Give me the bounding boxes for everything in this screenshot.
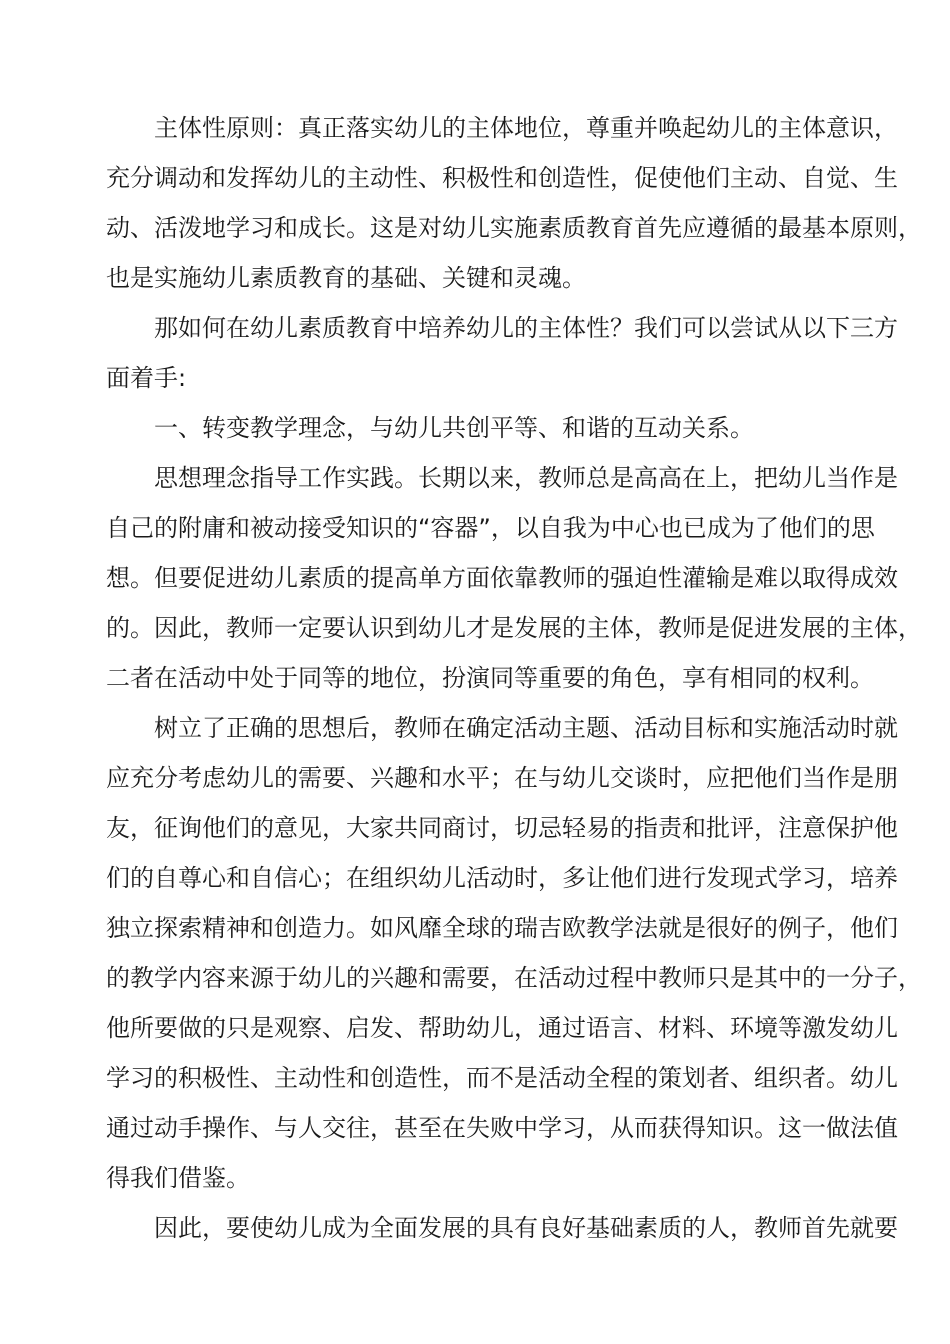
paragraph-5-line-1: 因此，要使幼儿成为全面发展的具有良好基础素质的人，教师首先就要 [154,1214,898,1242]
paragraph-3-line-1: 思想理念指导工作实践。长期以来，教师总是高高在上，把幼儿当作是 [154,464,898,492]
paragraph-3-line-3: 想。但要促进幼儿素质的提高单方面依靠教师的强迫性灌输是难以取得成效 [106,564,898,592]
paragraph-4-line-2: 应充分考虑幼儿的需要、兴趣和水平；在与幼儿交谈时，应把他们当作是朋 [106,764,898,792]
paragraph-4-line-10: 得我们借鉴。 [106,1164,250,1192]
paragraph-1-line-1: 主体性原则：真正落实幼儿的主体地位，尊重并唤起幼儿的主体意识， [154,114,898,142]
paragraph-4-line-7: 他所要做的只是观察、启发、帮助幼儿，通过语言、材料、环境等激发幼儿 [106,1014,898,1042]
paragraph-1-line-4: 也是实施幼儿素质教育的基础、关键和灵魂。 [106,264,586,292]
paragraph-4-line-4: 们的自尊心和自信心；在组织幼儿活动时，多让他们进行发现式学习，培养 [106,864,898,892]
paragraph-4-line-8: 学习的积极性、主动性和创造性，而不是活动全程的策划者、组织者。幼儿 [106,1064,898,1092]
section-heading-1: 一、转变教学理念，与幼儿共创平等、和谐的互动关系。 [154,414,754,442]
paragraph-3-line-5: 二者在活动中处于同等的地位，扮演同等重要的角色，享有相同的权利。 [106,664,874,692]
paragraph-4-line-6: 的教学内容来源于幼儿的兴趣和需要，在活动过程中教师只是其中的一分子， [106,964,922,992]
paragraph-1-line-3: 动、活泼地学习和成长。这是对幼儿实施素质教育首先应遵循的最基本原则， [106,214,922,242]
paragraph-4-line-3: 友，征询他们的意见，大家共同商讨，切忌轻易的指责和批评，注意保护他 [106,814,898,842]
paragraph-2-line-1: 那如何在幼儿素质教育中培养幼儿的主体性？我们可以尝试从以下三方 [154,314,898,342]
paragraph-3-line-4: 的。因此，教师一定要认识到幼儿才是发展的主体，教师是促进发展的主体， [106,614,922,642]
paragraph-3-line-2: 自己的附庸和被动接受知识的“容器”，以自我为中心也已成为了他们的思 [106,514,875,542]
paragraph-4-line-5: 独立探索精神和创造力。如风靡全球的瑞吉欧教学法就是很好的例子，他们 [106,914,898,942]
paragraph-4-line-1: 树立了正确的思想后，教师在确定活动主题、活动目标和实施活动时就 [154,714,898,742]
paragraph-4-line-9: 通过动手操作、与人交往，甚至在失败中学习，从而获得知识。这一做法值 [106,1114,898,1142]
paragraph-1-line-2: 充分调动和发挥幼儿的主动性、积极性和创造性，促使他们主动、自觉、生 [106,164,898,192]
paragraph-2-line-2: 面着手: [106,364,187,392]
